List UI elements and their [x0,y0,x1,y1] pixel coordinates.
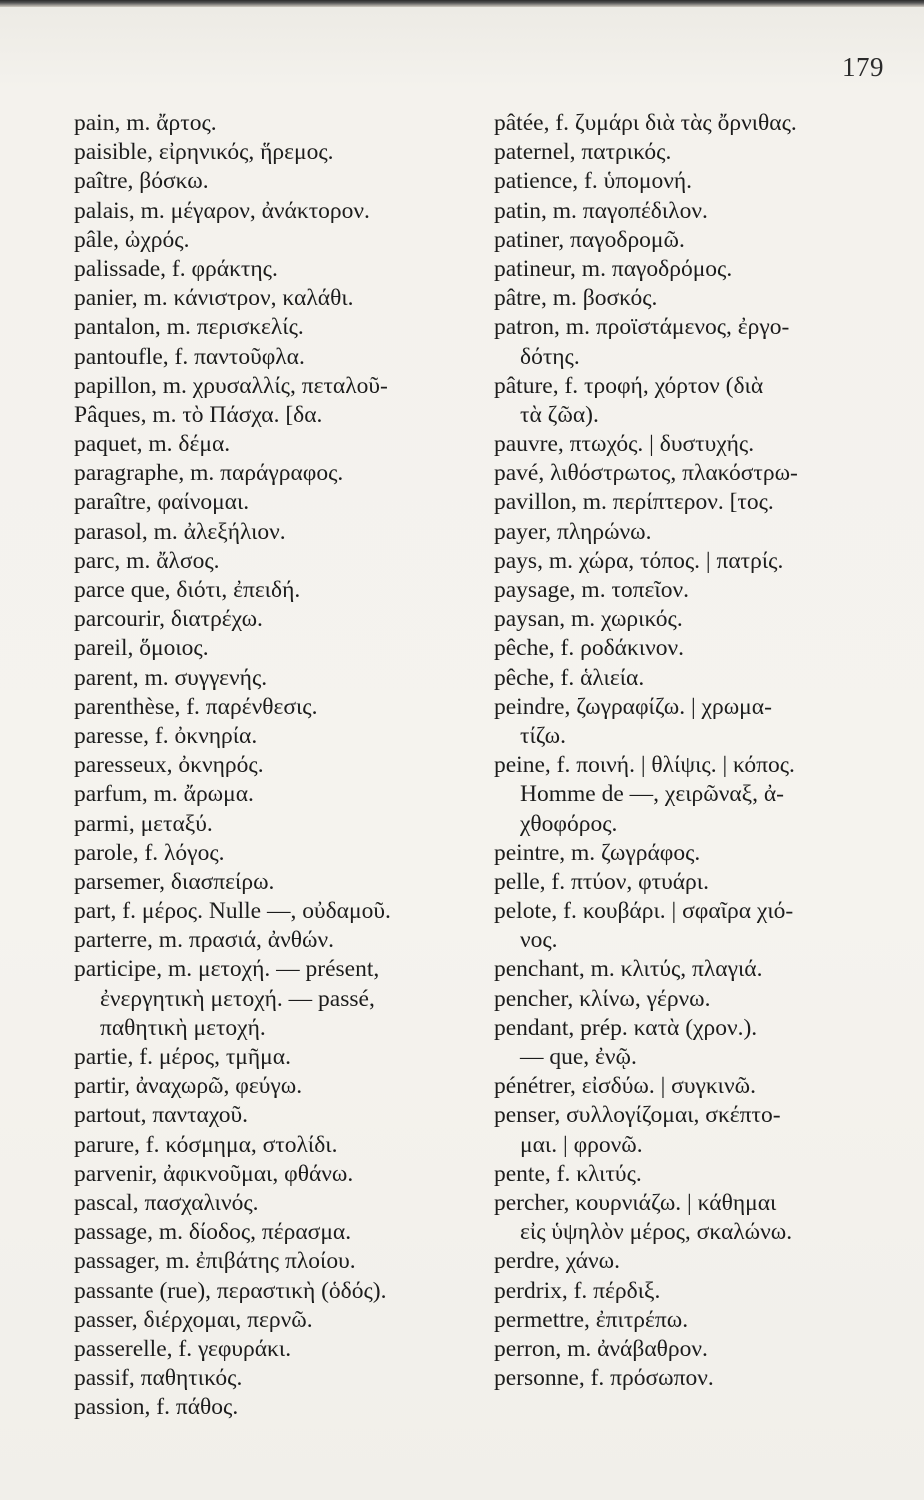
dictionary-entry-line: perdrix, f. πέρδιξ. [494,1277,661,1304]
dictionary-entry-line: paître, βόσκω. [74,168,209,195]
dictionary-entry-line: pente, f. κλιτύς. [494,1160,642,1187]
dictionary-entry-line: paraître, φαίνομαι. [74,489,250,516]
dictionary-entry-line: part, f. μέρος. Nulle —, οὐδαμοῦ. [74,898,391,925]
dictionary-entry-line: paisible, εἰρηνικός, ἥρεμος. [74,139,334,166]
dictionary-entry-line: ἐνεργητικὴ μετοχή. — passé, [100,985,375,1012]
dictionary-entry-line: papillon, m. χρυσαλλίς, πεταλοῦ- [74,372,388,399]
dictionary-entry-line: παθητικὴ μετοχή. [100,1014,266,1041]
dictionary-entry-line: partout, πανταχοῦ. [74,1102,249,1129]
dictionary-entry-line: parsemer, διασπείρω. [74,868,275,895]
dictionary-entry-line: permettre, ἐπιτρέπω. [494,1306,689,1333]
dictionary-entry-line: pain, m. ἄρτος. [74,110,217,136]
dictionary-entry-line: pelle, f. πτύον, φτυάρι. [494,868,709,895]
dictionary-entry-line: pavé, λιθόστρωτος, πλακόστρω- [494,460,798,487]
dictionary-entry-line: passante (rue), περαστικὴ (ὁδός). [74,1277,387,1304]
dictionary-entry-line: partir, ἀναχωρῶ, φεύγω. [74,1073,303,1100]
dictionary-entry-line: pencher, κλίνω, γέρνω. [494,985,711,1012]
dictionary-entry-line: parce que, διότι, ἐπειδή. [74,577,301,603]
dictionary-entry-line: pâtre, m. βοσκός. [494,285,658,312]
dictionary-entry-line: τίζω. [520,722,566,749]
dictionary-entry-line: pareil, ὅμοιος. [74,635,209,662]
dictionary-entry-line: passif, παθητικός. [74,1365,243,1392]
dictionary-entry-line: pavillon, m. περίπτερον. [τος. [494,489,774,516]
dictionary-entry-line: passager, m. ἐπιβάτης πλοίου. [74,1248,356,1275]
dictionary-entry-line: pelote, f. κουβάρι. | σφαῖρα χιό- [494,898,794,925]
dictionary-entry-line: parterre, m. πρασιά, ἀνθών. [74,927,334,954]
dictionary-entry-line: τὰ ζῶα). [520,401,599,428]
dictionary-entry-line: penchant, m. κλιτύς, πλαγιά. [494,956,763,983]
left-column [74,109,484,1422]
dictionary-entry-line: passion, f. πάθος. [74,1394,239,1421]
dictionary-entry-line: parent, m. συγγενής. [74,664,268,691]
dictionary-entry-line: patineur, m. παγοδρόμος. [494,255,733,282]
dictionary-entry-line: pays, m. χώρα, τόπος. | πατρίς. [494,547,784,574]
dictionary-entry-line: paquet, m. δέμα. [74,431,231,458]
dictionary-entry-line: personne, f. πρόσωπον. [494,1365,714,1392]
dictionary-entry-line: parcourir, διατρέχω. [74,606,263,633]
dictionary-entry-line: pâtée, f. ζυμάρι διὰ τὰς ὄρνιθας. [494,110,797,136]
dictionary-entry-line: εἰς ὑψηλὸν μέρος, σκαλώνω. [520,1219,793,1246]
dictionary-entry-line: paternel, πατρικός. [494,139,672,166]
dictionary-entry-line: δότης. [520,343,580,370]
dictionary-entry-line: pauvre, πτωχός. | δυστυχής. [494,431,755,458]
dictionary-entry-line: paresseux, ὀκνηρός. [74,752,264,779]
dictionary-entry-line: percher, κουρνιάζω. | κάθημαι [494,1189,777,1216]
dictionary-entry-line: passage, m. δίοδος, πέρασμα. [74,1219,352,1246]
dictionary-entry-line: paysage, m. τοπεῖον. [494,577,689,603]
dictionary-entry-line: panier, m. κάνιστρον, καλάθι. [74,285,354,312]
dictionary-entry-line: parasol, m. ἀλεξήλιον. [74,518,286,545]
dictionary-entry-line: pendant, prép. κατὰ (χρον.). [494,1014,758,1041]
dictionary-entry-line: peine, f. ποινή. | θλίψις. | κόπος. [494,752,795,779]
dictionary-entry-line: pénétrer, εἰσδύω. | συγκινῶ. [494,1073,756,1100]
dictionary-entry-line: patin, m. παγοπέδιλον. [494,197,708,224]
dictionary-entry-line: palais, m. μέγαρον, ἀνάκτορον. [74,197,370,224]
dictionary-entry-line: payer, πληρώνω. [494,518,652,545]
dictionary-entry-line: passer, διέρχομαι, περνῶ. [74,1306,313,1333]
dictionary-entry-line: μαι. | φρονῶ. [520,1131,643,1158]
dictionary-entry-line: parc, m. ἄλσος. [74,547,220,574]
dictionary-entry-line: parvenir, ἀφικνοῦμαι, φθάνω. [74,1160,354,1187]
dictionary-entry-line: peintre, m. ζωγράφος. [494,839,701,866]
dictionary-entry-line: pantoufle, f. παντοῦφλα. [74,343,305,370]
dictionary-entry-line: Homme de —, χειρῶναξ, ἀ- [520,781,785,808]
page-number: 179 [842,52,884,82]
dictionary-entry-line: parole, f. λόγος. [74,839,225,866]
dictionary-entry-line: patience, f. ὑπομονή. [494,168,692,195]
dictionary-entry-line: patiner, παγοδρομῶ. [494,226,685,253]
dictionary-entry-line: parure, f. κόσμημα, στολίδι. [74,1131,338,1158]
dictionary-entry-line: χθοφόρος. [520,810,618,837]
dictionary-entry-line: νος. [520,927,558,954]
dictionary-entry-line: pascal, πασχαλινός. [74,1189,259,1216]
dictionary-entry-line: palissade, f. φράκτης. [74,255,278,282]
dictionary-entry-line: parfum, m. ἄρωμα. [74,781,254,808]
dictionary-entry-line: participe, m. μετοχή. — présent, [74,956,380,983]
dictionary-entry-line: pantalon, m. περισκελίς. [74,314,304,341]
dictionary-entry-line: pêche, f. ἁλιεία. [494,664,645,691]
page-top-edge [0,0,924,7]
dictionary-entry-line: pâture, f. τροφή, χόρτον (διὰ [494,372,764,399]
dictionary-entry-line: — que, ἐνῷ. [520,1044,637,1070]
dictionary-entry-line: Pâques, m. τὸ Πάσχα. [δα. [74,401,323,428]
dictionary-entry-line: pâle, ὠχρός. [74,226,190,253]
dictionary-entry-line: perron, m. ἀνάβαθρον. [494,1335,708,1362]
dictionary-entry-line: passerelle, f. γεφυράκι. [74,1335,292,1362]
dictionary-entry-line: parmi, μεταξύ. [74,810,213,837]
dictionary-entry-line: perdre, χάνω. [494,1248,620,1275]
right-column [494,109,904,1393]
dictionary-entry-line: pêche, f. ροδάκινον. [494,635,685,662]
dictionary-entry-line: paysan, m. χωρικός. [494,606,683,633]
dictionary-entry-line: partie, f. μέρος, τμῆμα. [74,1044,291,1070]
dictionary-entry-line: paragraphe, m. παράγραφος. [74,460,344,487]
dictionary-entry-line: paresse, f. ὀκνηρία. [74,722,258,749]
dictionary-entry-line: peindre, ζωγραφίζω. | χρωμα- [494,693,772,720]
dictionary-entry-line: patron, m. προϊστάμενος, ἐργο- [494,314,790,341]
dictionary-entry-line: parenthèse, f. παρένθεσις. [74,693,318,720]
dictionary-entry-line: penser, συλλογίζομαι, σκέπτο- [494,1102,781,1129]
